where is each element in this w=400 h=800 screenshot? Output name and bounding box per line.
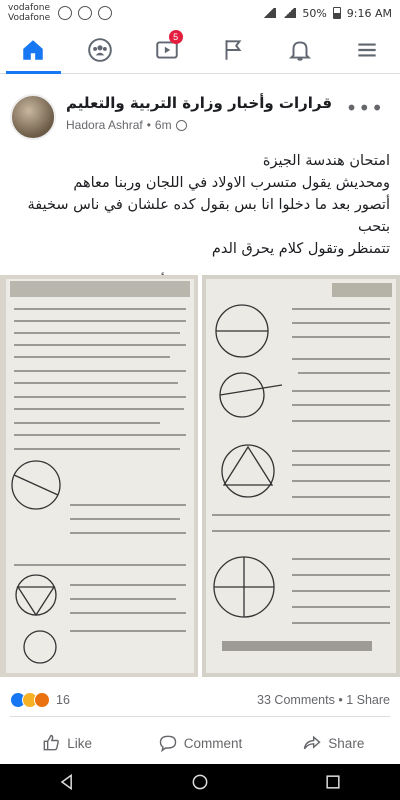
nav-menu[interactable] [333, 26, 400, 73]
post-text-line: امتحان هندسة الجيزة [262, 153, 390, 169]
groups-icon [87, 37, 113, 63]
share-label: Share [328, 735, 365, 751]
reaction-icons[interactable] [10, 692, 46, 708]
author-line [66, 118, 187, 132]
home-icon [20, 37, 46, 63]
android-navigation-bar [0, 764, 400, 800]
carrier-names [8, 3, 50, 23]
shares-count[interactable]: 1 Share [346, 693, 390, 707]
comment-label: Comment [183, 735, 243, 751]
recents-icon[interactable] [323, 772, 343, 792]
exam-paper-image [0, 275, 198, 677]
engagement-stats [257, 693, 390, 707]
post-text [10, 150, 390, 294]
exam-photo-left[interactable] [0, 275, 198, 677]
skype-icon [78, 6, 92, 20]
angry-reaction-icon [34, 692, 50, 708]
whatsapp-icon [58, 6, 72, 20]
post-text-line: تتمنظر وتقول كلام يحرق الدم [211, 241, 390, 257]
avatar[interactable] [10, 94, 56, 140]
more-options-icon[interactable]: ••• [345, 96, 384, 120]
divider [10, 716, 390, 717]
carrier-1: vodafone [8, 3, 50, 13]
reactions-summary [10, 688, 390, 712]
nav-home[interactable] [0, 26, 67, 73]
comment-button[interactable] [133, 722, 266, 764]
group-name[interactable]: قرارات وأخبار وزارة التربية والتعليم [66, 94, 333, 112]
carrier-2: Vodafone [8, 13, 51, 23]
globe-icon [176, 120, 187, 131]
status-right [262, 7, 392, 20]
home-circle-icon[interactable] [190, 772, 210, 792]
battery-icon [333, 7, 341, 19]
battery-percent: 50% [302, 6, 327, 20]
facebook-nav-bar [0, 26, 400, 74]
flag-icon [220, 37, 246, 63]
signal-icon [262, 8, 276, 18]
post-text-line: ومحديش يقول متسرب الاولاد في اللجان وربنا معاهم [73, 175, 390, 191]
exam-paper-image [202, 275, 400, 677]
like-button[interactable] [0, 722, 133, 764]
post-time[interactable]: 6m [154, 118, 172, 132]
like-label: Like [67, 735, 93, 751]
author-name[interactable]: Hadora Ashraf [66, 118, 143, 132]
separator-dot: • [146, 118, 151, 132]
share-button[interactable] [267, 722, 400, 764]
notification-icons [58, 6, 112, 20]
thumbs-up-icon [41, 733, 61, 753]
post-text-line: أتصور بعد ما دخلوا انا بس بقول كده علشان في ناس سخيفة بتحب [27, 197, 390, 235]
exam-photo-right[interactable] [202, 275, 400, 677]
post-header [0, 88, 400, 146]
signal-icon [282, 8, 296, 18]
comment-icon [158, 733, 178, 753]
settings-icon [98, 6, 112, 20]
nav-groups[interactable] [67, 26, 134, 73]
comments-count[interactable]: 33 Comments [257, 693, 335, 707]
stats-separator: • [338, 693, 343, 707]
back-icon[interactable] [57, 772, 77, 792]
status-bar [0, 0, 400, 26]
post-photos [0, 275, 400, 677]
nav-pages[interactable] [200, 26, 267, 73]
clock: 9:16 AM [346, 6, 392, 20]
video-badge: 5 [169, 30, 183, 44]
share-icon [302, 733, 322, 753]
nav-watch[interactable] [133, 26, 200, 73]
post-actions [0, 722, 400, 764]
reaction-count[interactable]: 16 [56, 693, 70, 707]
menu-icon [354, 37, 380, 63]
nav-notifications[interactable] [267, 26, 334, 73]
bell-icon [287, 37, 313, 63]
